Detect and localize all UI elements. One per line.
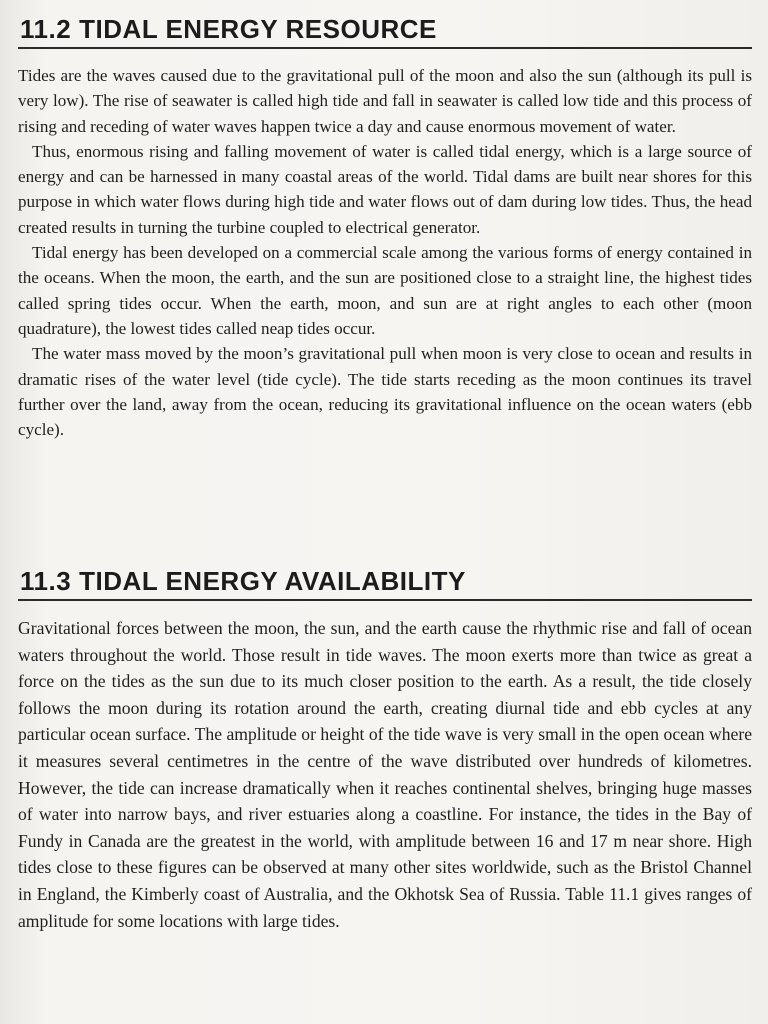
section-heading [18, 564, 752, 599]
section-number: 11.2 [20, 14, 72, 44]
paragraph: Tidal energy has been developed on a commercial scale among the various forms of energy contained in the oceans. When the moon, the earth, and the sun are positioned close to a straight line, the highest tides called spring tides occur. When the earth, moon, and sun are at right angles to each other (moon quadrature), the lowest tides called neap tides occur. [18, 243, 752, 338]
heading-rule [18, 599, 752, 601]
section-title: TIDAL ENERGY RESOURCE [79, 14, 437, 44]
section-number: 11.3 [20, 566, 72, 596]
section-tidal-energy-resource [18, 12, 752, 442]
heading-rule [18, 47, 752, 49]
paragraph: The water mass moved by the moon’s gravitational pull when moon is very close to ocean and results in dramatic rises of the water level (tide cycle). The tide starts receding as the moon continues its travel further over the land, away from the ocean, reducing its gravitational influence on the ocean waters (ebb cycle). [18, 344, 752, 440]
paragraph: Thus, enormous rising and falling movement of water is called tidal energy, which is a large source of energy and can be harnessed in many coastal areas of the world. Tidal dams are built near shores for this purpose in which water flows during high tide and water flows out of dam during low tides. Thus, the head created results in turning the turbine coupled to electrical generator. [18, 141, 752, 237]
section-heading [18, 12, 752, 47]
section-tidal-energy-availability [18, 564, 752, 934]
section-title: TIDAL ENERGY AVAILABILITY [79, 566, 466, 596]
paragraph: Tides are the waves caused due to the gravitational pull of the moon and also the sun (although its pull is very low). The rise of seawater is called high tide and fall in seawater is called low tide and this process of rising and receding of water waves happen twice a day and cause enormous movement of water. [18, 66, 752, 136]
paragraph: Gravitational forces between the moon, the sun, and the earth cause the rhythmic rise and fall of ocean waters throughout the world. Those result in tide waves. The moon exerts more than twice as great a force on the tides as the sun due to its much closer position to the earth. As a result, the tide closely follows the moon during its rotation around the earth, creating diurnal tide and ebb cycles at any particular ocean surface. The amplitude or height of the tide wave is very small in the open ocean where it measures several centimetres in the centre of the wave distributed over hundreds of kilometres. However, the tide can increase dramatically when it reaches continental shelves, bringing huge masses of water into narrow bays, and river estuaries along a coastline. For instance, the tides in the Bay of Fundy in Canada are the greatest in the world, with amplitude between 16 and 17 m near shore. High tides close to these figures can be observed at many other sites worldwide, such as the Bristol Channel in England, the Kimberly coast of Australia, and the Okhotsk Sea of Russia. Table 11.1 gives ranges of amplitude for some locations with large tides. [18, 618, 752, 931]
